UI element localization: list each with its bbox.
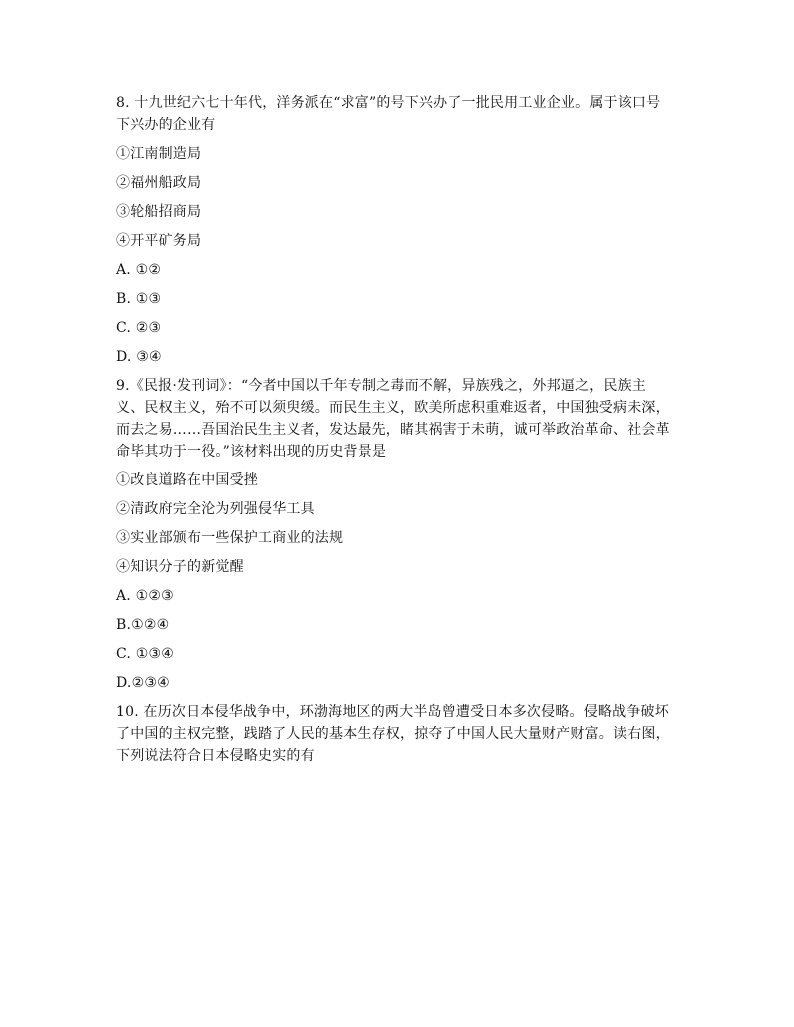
q9-item-4: ④知识分子的新觉醒 bbox=[116, 559, 244, 575]
q9-option-b: B.①②④ bbox=[116, 617, 170, 633]
q8-option-a: A. ①② bbox=[116, 262, 162, 278]
q10-stem-line1: 10. 在历次日本侵华战争中，环渤海地区的两大半岛曾遭受日本多次侵略。侵略战争破坏 bbox=[116, 704, 669, 720]
q10-stem-line2: 了中国的主权完整，践踏了人民的基本生存权，掠夺了中国人民大量财产财富。读右图， bbox=[116, 726, 670, 742]
q8-option-b: B. ①③ bbox=[116, 291, 162, 307]
q8-option-c: C. ②③ bbox=[116, 320, 162, 336]
q10-stem-line3: 下列说法符合日本侵略史实的有 bbox=[116, 748, 315, 764]
q9-option-d: D.②③④ bbox=[116, 675, 170, 691]
q8-stem-line2: 下兴办的企业有 bbox=[116, 117, 216, 133]
q8-item-1: ①江南制造局 bbox=[116, 146, 202, 162]
q8-option-d: D. ③④ bbox=[116, 349, 162, 365]
q9-stem-line4: 命毕其功于一役。”该材料出现的历史背景是 bbox=[116, 444, 387, 460]
q9-option-a: A. ①②③ bbox=[116, 588, 174, 604]
q9-stem-line2: 义、民权主义，殆不可以须臾缓。而民生主义，欧美所虑积重难返者，中国独受病未深， bbox=[116, 400, 670, 416]
q9-item-3: ③实业部颁布一些保护工商业的法规 bbox=[116, 530, 344, 546]
q8-item-2: ②福州船政局 bbox=[116, 175, 202, 191]
q9-item-1: ①改良道路在中国受挫 bbox=[116, 472, 258, 488]
q9-option-c: C. ①③④ bbox=[116, 646, 174, 662]
q8-stem-line1: 8. 十九世纪六七十年代，洋务派在“求富”的号下兴办了一批民用工业企业。属于该口号 bbox=[116, 95, 661, 111]
q9-item-2: ②清政府完全沦为列强侵华工具 bbox=[116, 501, 315, 517]
q9-stem-line3: 而去之易……吾国治民生主义者，发达最先，睹其祸害于未萌，诚可举政治革命、社会革 bbox=[116, 422, 670, 438]
q8-item-4: ④开平矿务局 bbox=[116, 233, 202, 249]
q8-item-3: ③轮船招商局 bbox=[116, 204, 202, 220]
q9-stem-line1: 9.《民报·发刊词》：“今者中国以千年专制之毒而不解，异族残之，外邦逼之，民族主 bbox=[116, 378, 646, 394]
